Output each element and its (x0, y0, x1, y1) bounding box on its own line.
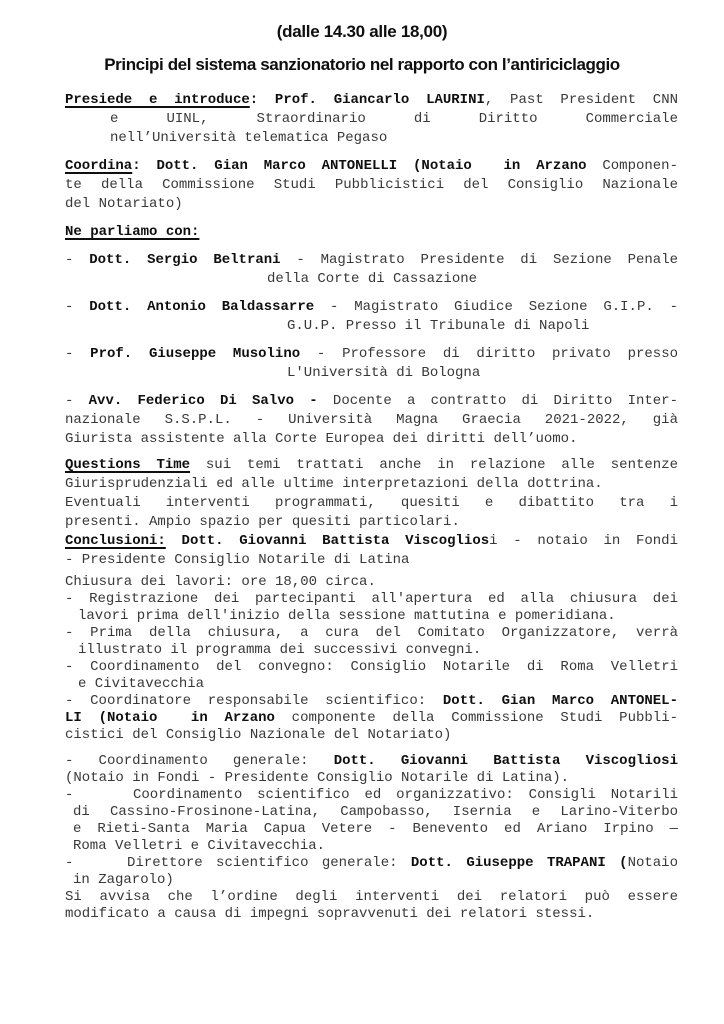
session-title-heading: Principi del sistema sanzionatorio nel rapporto con l’antiriciclaggio (104, 55, 620, 74)
text-segment: nell’Università telematica Pegaso (110, 130, 388, 146)
document-header (0, 22, 724, 74)
text-line (65, 676, 678, 693)
text-segment: Avv. Federico Di Salvo - (88, 393, 318, 409)
text-segment: - (65, 299, 90, 315)
ne-parliamo-heading (65, 223, 678, 242)
text-segment: : (132, 158, 157, 174)
text-segment: illustrato il programma dei successivi convegni. (78, 642, 482, 658)
text-line (65, 591, 678, 608)
text-line (65, 787, 678, 804)
text-segment: Questions Time (65, 457, 191, 473)
text-segment: Dott. Antonio Baldassarre (89, 299, 315, 315)
text-segment: Prof. Giancarlo LAURINI (274, 92, 485, 108)
text-line (65, 753, 678, 770)
text-segment: - Magistrato Giudice Sezione G.I.P. - (314, 299, 678, 315)
text-segment: - Prima della chiusura, a cura del Comitato Organizzatore, verrà (65, 625, 678, 641)
text-segment: Dott. Sergio Beltrani (89, 252, 281, 268)
text-segment: Ne parliamo con: (65, 224, 200, 240)
text-segment: Dott. Giovanni Battista Viscoglios (181, 533, 490, 549)
direttore-scientifico-item (65, 855, 678, 889)
text-segment: e UINL, Straordinario di Diritto Commerciale (110, 111, 678, 127)
text-segment: L'Università di Bologna (287, 365, 481, 381)
text-segment: modificato a causa di impegni sopravvenuti dei relatori stessi. (65, 906, 595, 922)
text-segment: - Magistrato Presidente di Sezione Penale (280, 252, 678, 268)
text-line (65, 821, 678, 838)
text-line (65, 513, 678, 532)
text-segment: - Registrazione dei partecipanti all'apertura ed alla chiusura dei (65, 591, 678, 607)
text-segment: - Coordinamento scientifico ed organizzativo: Consigli Notarili (65, 787, 678, 803)
text-line (65, 855, 678, 872)
text-line (65, 625, 678, 642)
text-line (65, 693, 678, 710)
text-line (65, 364, 678, 383)
text-segment: Notaio (627, 855, 678, 871)
text-segment: Dott. Gian Marco ANTONEL- (442, 693, 678, 709)
text-segment: Chiusura dei lavori: ore 18,00 circa. (65, 574, 376, 590)
text-segment: (Notaio in Fondi - Presidente Consiglio Notarile di Latina). (65, 770, 570, 786)
coordinamento-generale-item (65, 753, 678, 787)
text-line (65, 157, 678, 176)
questions-time-paragraph (65, 456, 678, 570)
text-line (65, 574, 678, 591)
text-line (65, 392, 678, 411)
text-segment (166, 533, 182, 549)
text-line (65, 430, 678, 449)
text-segment: G.U.P. Presso il Tribunale di Napoli (287, 318, 590, 334)
text-line (65, 298, 678, 317)
text-segment: del Notariato) (65, 196, 183, 212)
text-segment: Dott. Gian Marco ANTONELLI (Notaio in Arzano (156, 158, 603, 174)
text-line (65, 551, 678, 570)
text-line (65, 475, 678, 494)
text-segment: Docente a contratto di Diritto Inter- (317, 393, 678, 409)
speaker-musolino (65, 345, 678, 383)
text-line (65, 838, 678, 855)
text-segment: - (65, 393, 89, 409)
text-segment: LI (Notaio in Arzano (65, 710, 292, 726)
speaker-baldassarre (65, 298, 678, 336)
text-segment: - Presidente Consiglio Notarile di Latina (65, 552, 410, 568)
coordinamento-scientifico-item (65, 787, 678, 855)
text-line (65, 456, 678, 475)
coordina-paragraph (65, 157, 678, 214)
text-segment: di Cassino-Frosinone-Latina, Campobasso, Isernia e Larino-Viterbo (73, 804, 678, 820)
text-line (65, 411, 678, 430)
text-line (65, 345, 678, 364)
text-segment: - Coordinatore responsabile scientifico: (65, 693, 443, 709)
text-line (65, 608, 678, 625)
text-line (65, 494, 678, 513)
chiusura-list (65, 574, 678, 744)
text-line (65, 270, 678, 289)
text-line (65, 195, 678, 214)
text-segment: Componen- (602, 158, 678, 174)
session-time-heading: (dalle 14.30 alle 18,00) (276, 22, 448, 41)
text-line (65, 727, 678, 744)
text-segment: e Rieti-Santa Maria Capua Vetere - Benevento ed Ariano Irpino — (73, 821, 678, 837)
text-line (65, 251, 678, 270)
text-segment: nazionale S.S.P.L. - Università Magna Graecia 2021-2022, già (65, 412, 678, 428)
text-segment: Dott. Giuseppe TRAPANI ( (410, 855, 628, 871)
text-segment: - Coordinamento generale: (65, 753, 334, 769)
text-segment: lavori prima dell'inizio della sessione mattutina e pomeridiana. (78, 608, 616, 624)
text-segment: in Zagarolo) (73, 872, 174, 888)
text-segment: Prof. Giuseppe Musolino (90, 346, 301, 362)
text-line (65, 872, 678, 889)
text-line (65, 129, 678, 148)
text-line (65, 770, 678, 787)
text-segment: cistici del Consiglio Nazionale del Notariato) (65, 727, 452, 743)
text-segment: i - notaio in Fondi (489, 533, 678, 549)
text-segment: della Corte di Cassazione (267, 271, 478, 287)
text-line (65, 317, 678, 336)
text-line (65, 804, 678, 821)
text-line (65, 642, 678, 659)
text-line (65, 532, 678, 551)
text-segment: Presiede e introduce (65, 92, 250, 108)
text-segment: - (65, 252, 90, 268)
text-segment: - (65, 346, 91, 362)
speaker-beltrani (65, 251, 678, 289)
text-segment: - Professore di diritto privato presso (300, 346, 678, 362)
text-segment: te della Commissione Studi Pubblicistici del Consiglio Nazionale (65, 177, 678, 193)
text-segment: Roma Velletri e Civitavecchia. (73, 838, 326, 854)
text-segment: e Civitavecchia (78, 676, 205, 692)
text-segment: Dott. Giovanni Battista Viscogliosi (333, 753, 678, 769)
text-segment: componente della Commissione Studi Pubbli- (291, 710, 678, 726)
document-body (0, 91, 724, 923)
text-segment: Giurista assistente alla Corte Europea dei diritti dell’uomo. (65, 431, 578, 447)
text-segment: : (249, 92, 275, 108)
text-line (65, 906, 678, 923)
text-segment: presenti. Ampio spazio per quesiti particolari. (65, 514, 460, 530)
text-line (65, 889, 678, 906)
speaker-di-salvo (65, 392, 678, 449)
text-segment: Giurisprudenziali ed alle ultime interpretazioni della dottrina. (65, 476, 603, 492)
presiede-paragraph (65, 91, 678, 148)
text-line (65, 91, 678, 110)
text-segment: Conclusioni: (65, 533, 166, 549)
text-segment: , Past President CNN (484, 92, 679, 108)
text-line (65, 176, 678, 195)
text-segment: - Coordinamento del convegno: Consiglio Notarile di Roma Velletri (65, 659, 678, 675)
text-segment: Coordina (65, 158, 133, 174)
text-segment: Si avvisa che l’ordine degli interventi dei relatori può essere (65, 889, 678, 905)
text-line (65, 110, 678, 129)
text-segment: sui temi trattati anche in relazione alle sentenze (190, 457, 678, 473)
text-line (65, 710, 678, 727)
avviso-paragraph (65, 889, 678, 923)
text-segment: - Direttore scientifico generale: (65, 855, 411, 871)
text-segment: Eventuali interventi programmati, quesiti e dibattito tra i (65, 495, 678, 511)
text-line (65, 659, 678, 676)
text-line (65, 223, 678, 242)
